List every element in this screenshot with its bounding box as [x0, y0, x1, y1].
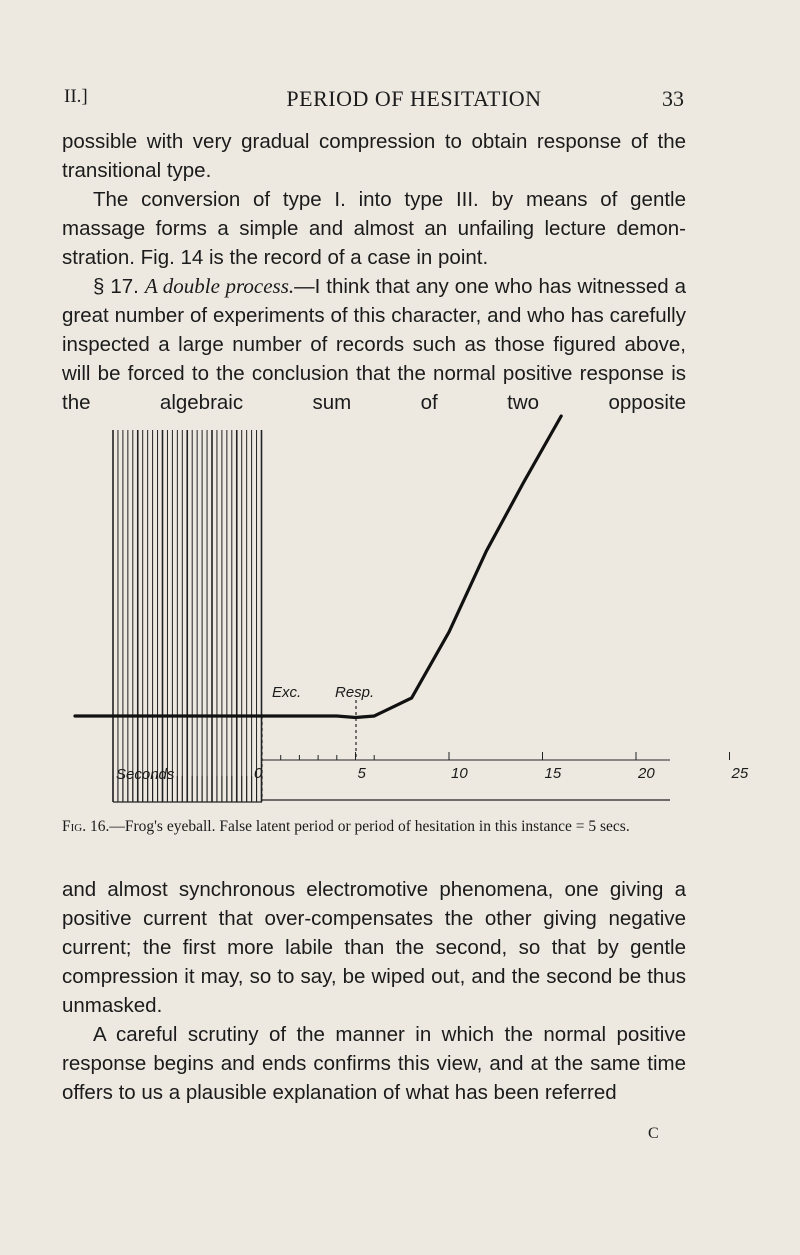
excitation-label: Exc.	[272, 684, 302, 701]
figure-label: Fig. 16.	[62, 818, 110, 835]
x-tick-label: 20	[638, 765, 655, 782]
paragraph-type-conversion: The conversion of type I. into type III. by means of gentle massage forms a simple and almost an unfailing lecture demonstration. Fig. 14 is the record of a case in point.	[62, 188, 686, 269]
time-marker-grid	[113, 430, 262, 802]
x-tick-labels	[254, 765, 749, 782]
x-tick-label: 15	[544, 765, 562, 782]
x-ticks	[281, 752, 730, 760]
section-body: —I think that any one who has witnessed a great number of experiments of this character, and who has carefully inspected a large number of records such as those figured above, will be forced to the conclusion that the normal positive response is the algebraic sum of two opposite	[62, 275, 687, 414]
x-tick-label: 25	[731, 765, 749, 782]
page-number: 33	[662, 86, 684, 111]
x-tick-label: 10	[451, 765, 468, 782]
response-label: Resp.	[335, 684, 375, 701]
paragraph-continued: possible with very gradual compression to obtain response of the transitional type.	[62, 130, 686, 182]
x-axis-label: Seconds	[116, 766, 175, 783]
x-tick-label: 5	[357, 765, 366, 782]
figure-caption-text: —Frog's eyeball. False latent period or period of hesitation in this instance = 5 secs.	[109, 818, 630, 835]
chapter-marker: II.]	[64, 86, 88, 107]
running-title: PERIOD OF HESITATION	[286, 86, 542, 111]
figure-caption	[62, 817, 686, 837]
signature-mark: C	[648, 1125, 659, 1142]
section-title: A double process.	[144, 274, 295, 298]
paragraph-electromotive: and almost synchronous electromotive phenomena, one giving a positive current that over-compensates the other giving negative current; the first more labile than the second, so that by gentle compression it may, so to say, be wiped out, and the second be thus unmasked.	[62, 878, 686, 1017]
section-number: § 17.	[93, 275, 139, 298]
x-tick-label: 0	[254, 765, 263, 782]
paragraph-scrutiny: A careful scrutiny of the manner in which the normal positive response begins and ends confirms this view, and at the same time offers to us a plausible explanation of what has been referred	[62, 1023, 686, 1104]
